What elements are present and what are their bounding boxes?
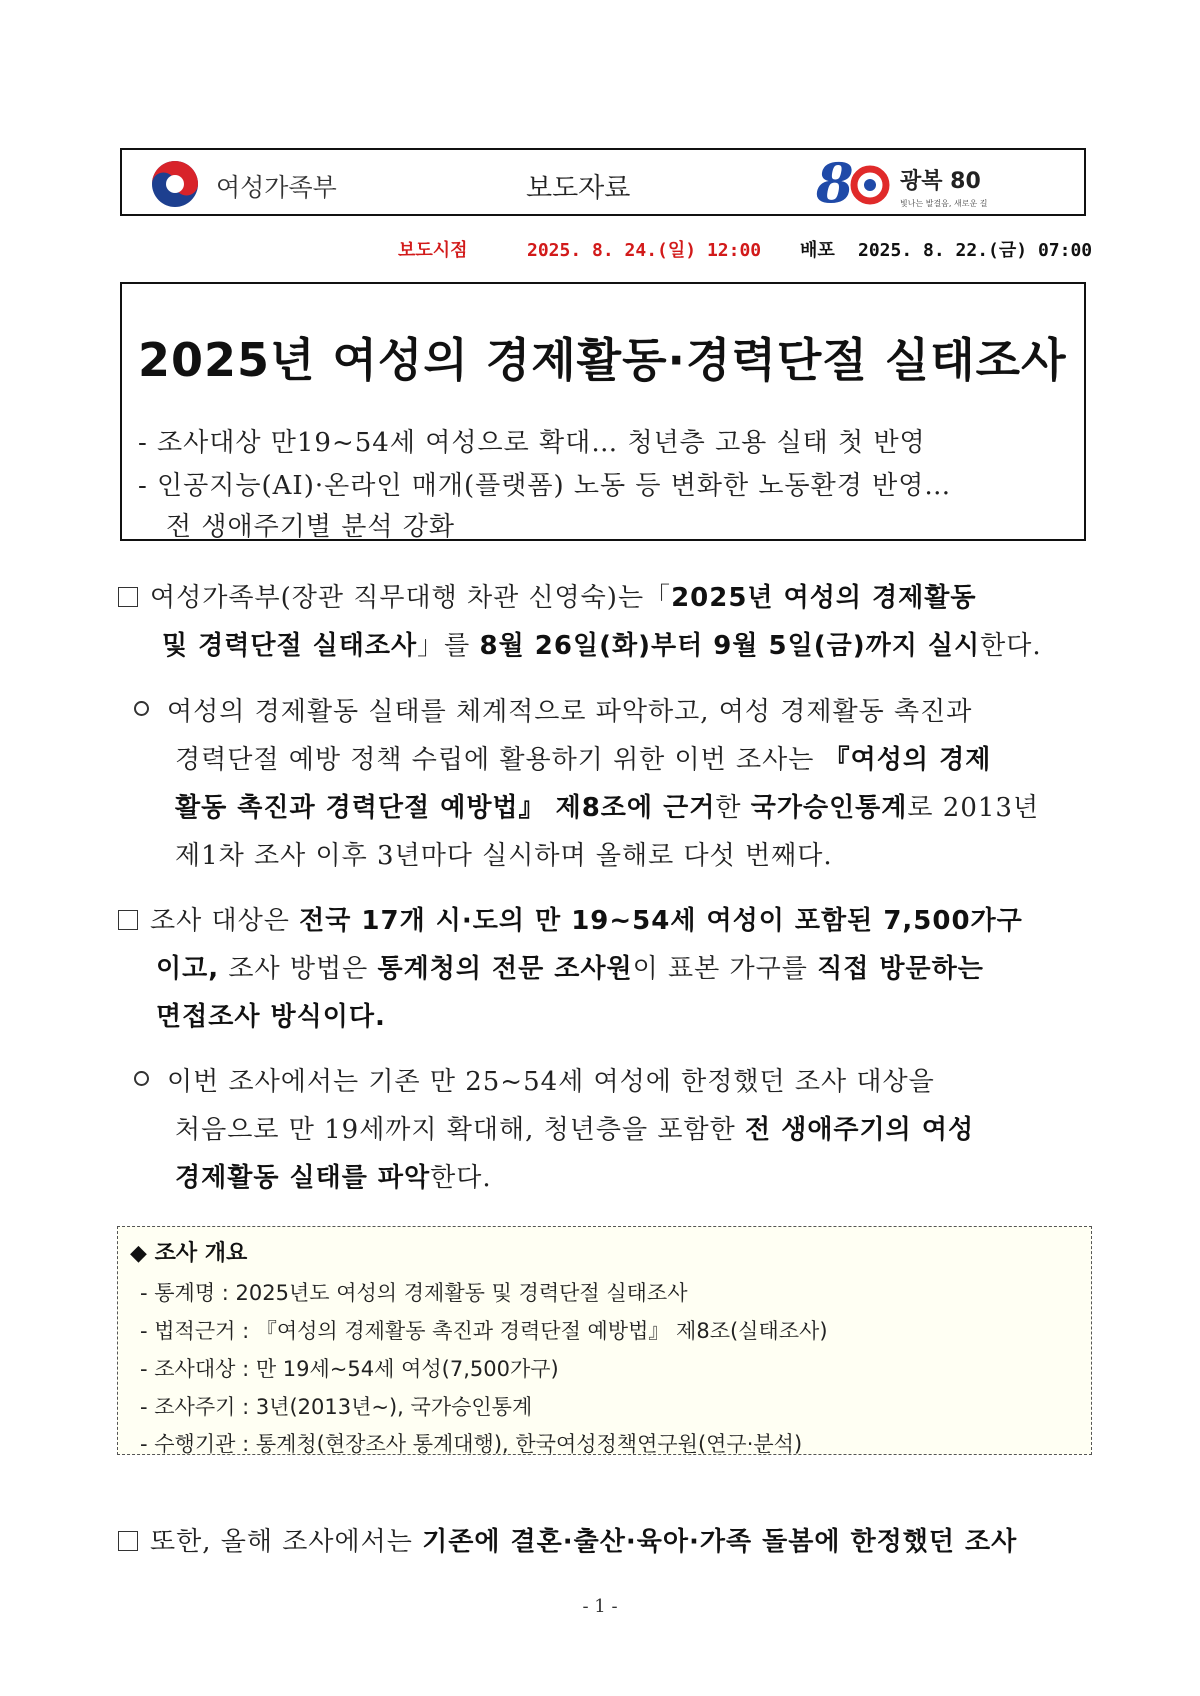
page-title: 2025년 여성의 경제활동·경력단절 실태조사 [138, 333, 1067, 387]
header-box [120, 148, 1086, 216]
svg-text:8: 8 [816, 156, 854, 212]
paragraph-1-sub-line-2: 경력단절 예방 정책 수립에 활용하기 위한 이번 조사는 『여성의 경제 [175, 745, 992, 775]
paragraph-2-sub-line-1: 이번 조사에서는 기존 만 25~54세 여성에 한정했던 조사 대상을 [134, 1058, 935, 1106]
svg-text:광복 80: 광복 80 [900, 169, 981, 194]
ministry-name: 여성가족부 [216, 173, 337, 202]
square-bullet-icon [118, 910, 138, 930]
overview-item: - 수행기관 : 통계청(현장조사 통계대행), 한국여성정책연구원(연구·분석) [140, 1432, 803, 1456]
paragraph-1-sub-line-4: 제1차 조사 이후 3년마다 실시하며 올해로 다섯 번째다. [175, 841, 833, 871]
paragraph-2-line-2: 이고, 조사 방법은 통계청의 전문 조사원이 표본 가구를 직접 방문하는 [156, 954, 984, 984]
subtitle-line-1: - 조사대상 만19~54세 여성으로 확대… 청년층 고용 실태 첫 반영 [138, 428, 926, 458]
paragraph-1-line-2: 및 경력단절 실태조사」를 8월 26일(화)부터 9월 5일(금)까지 실시한다. [162, 631, 1042, 661]
paragraph-2-sub-line-3: 경제활동 실태를 파악한다. [175, 1163, 492, 1193]
circle-bullet-icon [134, 1071, 149, 1086]
subtitle-line-3: 전 생애주기별 분석 강화 [166, 512, 455, 542]
subtitle-line-2: - 인공지능(AI)·온라인 매개(플랫폼) 노동 등 변화한 노동환경 반영… [138, 471, 952, 501]
paragraph-2-line-3: 면접조사 방식이다. [156, 1002, 386, 1032]
overview-item: - 통계명 : 2025년도 여성의 경제활동 및 경력단절 실태조사 [140, 1281, 688, 1305]
paragraph-1-sub-line-1: 여성의 경제활동 실태를 체계적으로 파악하고, 여성 경제활동 촉진과 [134, 688, 972, 736]
square-bullet-icon [118, 1531, 138, 1551]
government-emblem-icon [148, 159, 202, 209]
square-bullet-icon [118, 587, 138, 607]
survey-overview-box [117, 1226, 1092, 1455]
overview-item: - 조사대상 : 만 19세~54세 여성(7,500가구) [140, 1357, 559, 1381]
svg-text:빛나는 발걸음, 새로운 길: 빛나는 발걸음, 새로운 길 [900, 199, 988, 208]
paragraph-1-sub-line-3: 활동 촉진과 경력단절 예방법』 제8조에 근거한 국가승인통계로 2013년 [175, 793, 1040, 823]
distribution-label: 배포 [800, 240, 835, 261]
embargo-label: 보도시점 [398, 240, 468, 261]
paragraph-2-line-1: 조사 대상은 전국 17개 시·도의 만 19~54세 여성이 포함된 7,500가구 [118, 897, 1023, 945]
circle-bullet-icon [134, 701, 149, 716]
paragraph-2-sub-line-2: 처음으로 만 19세까지 확대해, 청년층을 포함한 전 생애주기의 여성 [175, 1115, 975, 1145]
title-box [120, 282, 1086, 541]
overview-title: ◆ 조사 개요 [130, 1241, 248, 1266]
overview-item: - 법적근거 : 『여성의 경제활동 촉진과 경력단절 예방법』 제8조(실태조사) [140, 1319, 828, 1343]
paragraph-1-line-1: 여성가족부(장관 직무대행 차관 신영숙)는「2025년 여성의 경제활동 [118, 574, 976, 622]
liberation-80-logo [812, 156, 1068, 212]
document-type: 보도자료 [526, 173, 631, 204]
overview-item: - 조사주기 : 3년(2013년~), 국가승인통계 [140, 1395, 533, 1419]
distribution-datetime: 2025. 8. 22.(금) 07:00 [858, 240, 1093, 261]
page-number: - 1 - [582, 1596, 618, 1617]
paragraph-3-line-1: 또한, 올해 조사에서는 기존에 결혼·출산·육아·가족 돌봄에 한정했던 조사 [118, 1518, 1017, 1566]
embargo-datetime: 2025. 8. 24.(일) 12:00 [527, 240, 762, 261]
